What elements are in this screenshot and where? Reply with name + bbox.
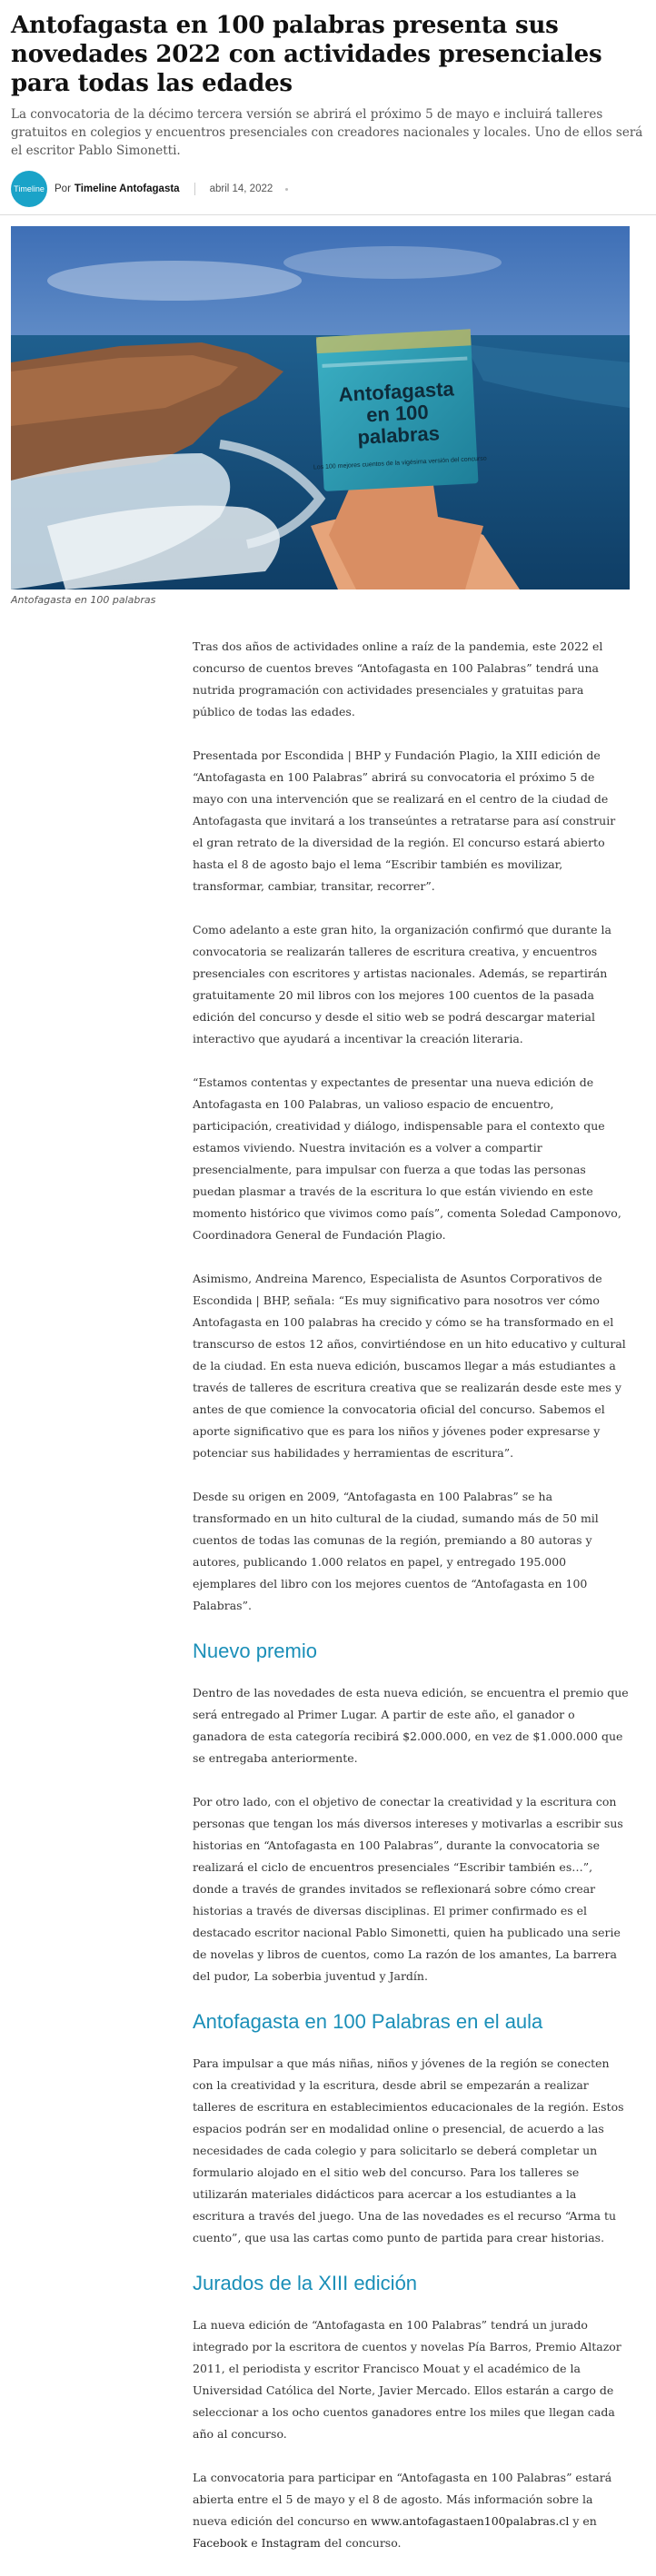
image-caption: Antofagasta en 100 palabras [11,594,156,606]
body-paragraph: Presentada por Escondida | BHP y Fundación Plagio, la XIII edición de “Antofagasta en 100 Palabras” abrirá su convocatoria el próximo 5 de mayo con una intervención que se realizará en el centro de la ciudad de Antofagasta que invitará a los transeúntes a retratarse para así construir el gran retrato de la diversidad de la región. El concurso estará abierto hasta el 8 de agosto bajo el lema “Escribir también es movilizar, transformar, cambiar, transitar, recorrer”. [193,748,616,893]
book-subtitle: Los 100 mejores cuentos de la vigésima versión del concurso [313,455,487,471]
body-paragraph: Tras dos años de actividades online a raíz de la pandemia, este 2022 el concurso de cuentos breves “Antofagasta en 100 Palabras” tendrá una nutrida programación con actividades presenciales y gratuitas para público de todas las edades. [193,639,603,718]
body-paragraph: Dentro de las novedades de esta nueva edición, se encuentra el premio que será entregado al Primer Lugar. A partir de este año, el ganador o ganadora de esta categoría recibirá $2.000.000, en vez de $1.000.000 que se entregaba anteriormente. [193,1686,629,1765]
byline-dot [285,188,288,191]
article-subtitle: La convocatoria de la décimo tercera versión se abrirá el próximo 5 de mayo e incluirá talleres gratuitos en colegios y encuentros presenciales con creadores nacionales y locales. Uno de ellos será el escritor Pablo Simonetti. [11,107,643,158]
article-title: Antofagasta en 100 palabras presenta sus novedades 2022 con actividades presenciales para todas las edades [11,12,602,97]
section-heading-jurados: Jurados de la XIII edición [193,2272,418,2294]
section-heading-nuevo-premio: Nuevo premio [193,1640,317,1662]
author-link[interactable]: Timeline Antofagasta [74,183,180,194]
instagram-link[interactable]: Instagram [261,2536,321,2550]
body-paragraph: Para impulsar a que más niñas, niños y jóvenes de la región se conecten con la creatividad y la escritura, desde abril se empezarán a realizar talleres de escritura en establecimientos educacionales de la región. Estos espacios podrán ser en modalidad online o presencial, de acuerdo a las necesidades de cada colegio y para solicitarlo se deberá completar un formulario alojado en el sitio web del concurso. Para los talleres se utilizarán materiales didácticos para acercar a los estudiantes a la escritura a través del juego. Una de las novedades es el recurso “Arma tu cuento”, que usa las cartas como punto de partida para crear historias. [193,2056,624,2244]
author-avatar[interactable]: Timeline [11,171,47,207]
section-heading-aula: Antofagasta en 100 Palabras en el aula [193,2010,543,2033]
book-title-line1: Antofagasta [337,377,455,406]
byline-divider [194,183,195,195]
article-body [193,636,629,2576]
book-title-line3: palabras [356,421,441,449]
facebook-link[interactable]: Facebook [193,2536,248,2550]
body-paragraph: Por otro lado, con el objetivo de conectar la creatividad y la escritura con personas que tengan los más diversos intereses y motivarlas a escribir sus historias en “Antofagasta en 100 Palabras”, durante la convocatoria se realizará el ciclo de encuentros presenciales “Escribir también es…”, donde a través de grandes invitados se reflexionará sobre cómo crear historias a través de diversas disciplinas. El primer confirmado es el destacado escritor nacional Pablo Simonetti, quien ha publicado una serie de novelas y libros de cuentos, como La razón de los amantes, La barrera del pudor, La soberbia juventud y Jardín. [193,1795,623,1983]
byline [11,171,645,207]
body-paragraph: “Estamos contentas y expectantes de presentar una nueva edición de Antofagasta en 100 Palabras, un valioso espacio de encuentro, participación, creatividad y diálogo, indispensable para el contexto que estamos viviendo. Nuestra invitación es a volver a compartir presencialmente, para impulsar con fuerza a que todas las personas puedan plasmar a través de la escritura lo que están viviendo en este momento histórico que vivimos como país”, comenta Soledad Camponovo, Coordinadora General de Fundación Plagio. [193,1075,621,1242]
hero-image [11,226,630,590]
by-label: Por [55,183,71,194]
publish-date: abril 14, 2022 [209,183,273,194]
hero-photo [11,226,630,590]
website-link[interactable]: www.antofagastaen100palabras.cl [371,2514,570,2528]
body-paragraph: Como adelanto a este gran hito, la organización confirmó que durante la convocatoria se realizarán talleres de escritura creativa, y encuentros presenciales con escritores y artistas nacionales. Además, se repartirán gratuitamente 20 mil libros con los mejores 100 cuentos de la pasada edición del concurso y desde el sitio web se podrá descargar material interactivo que ayudará a incentivar la creación literaria. [193,923,611,1045]
closing-text: y en [569,2514,597,2528]
body-paragraph: Asimismo, Andreina Marenco, Especialista de Asuntos Corporativos de Escondida | BHP, señala: “Es muy significativo para nosotros ver cómo Antofagasta en 100 palabras ha crecido y cómo se ha transformado en el transcurso de estos 12 años, convirtiéndose en un hito educativo y cultural de la ciudad. En esta nueva edición, buscamos llegar a más estudiantes a través de talleres de escritura creativa que se realizarán desde este mes y antes de que comience la convocatoria oficial del concurso. Sabemos el aporte significativo que es para los niños y jóvenes poder expresarse y potenciar sus habilidades y herramientas de escritura”. [193,1272,626,1460]
header-divider [0,214,656,215]
article-header [0,0,656,207]
book-title-line2: en 100 [365,400,430,427]
body-paragraph: Desde su origen en 2009, “Antofagasta en 100 Palabras” se ha transformado en un hito cultural de la ciudad, sumando más de 50 mil cuentos de todas las comunas de la región, premiando a 80 autoras y autores, publicando 1.000 relatos en papel, y entregado 195.000 ejemplares del libro con los mejores cuentos de “Antofagasta en 100 Palabras”. [193,1490,599,1612]
closing-text: e [247,2536,262,2550]
body-paragraph: La nueva edición de “Antofagasta en 100 Palabras” tendrá un jurado integrado por la escritora de cuentos y novelas Pía Barros, Premio Altazor 2011, el periodista y escritor Francisco Mouat y el académico de la Universidad Católica del Norte, Javier Mercado. Ellos estarán a cargo de seleccionar a los ocho cuentos ganadores entre los miles que llegan cada año al concurso. [193,2318,621,2441]
closing-text: del concurso. [320,2536,402,2550]
closing-text: La convocatoria para participar en “Antofagasta en 100 Palabras” estará abierta entre el 5 de mayo y el 8 de agosto. Más información sobre la nueva edición del concurso en [193,2471,612,2528]
closing-paragraph [193,2467,629,2554]
